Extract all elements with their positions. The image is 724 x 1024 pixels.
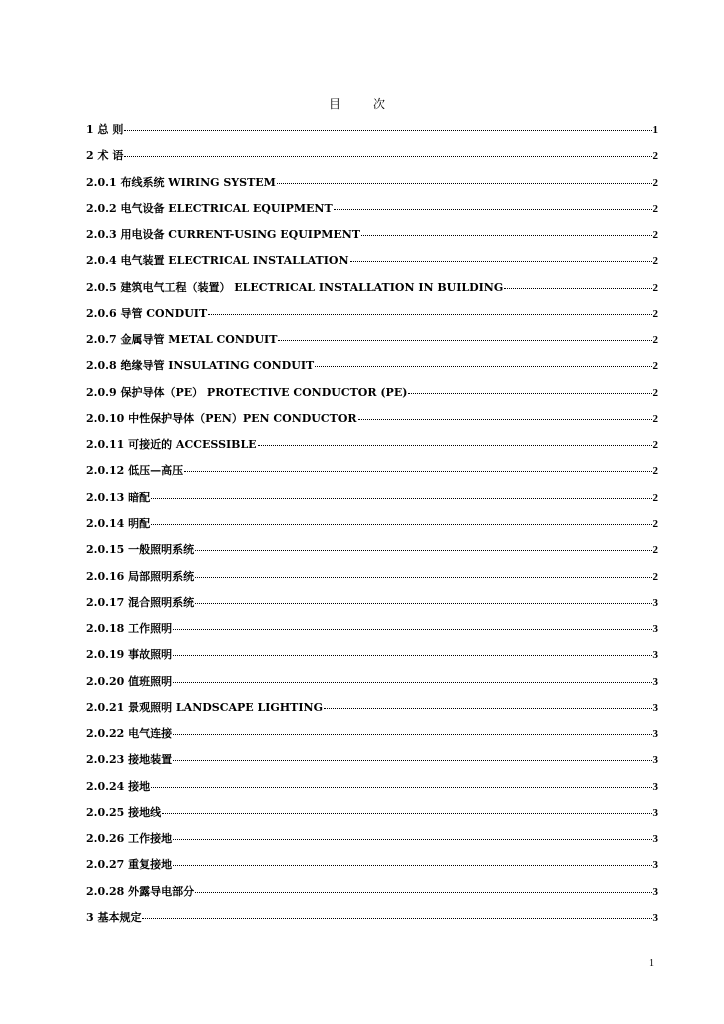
toc-entry-label: 2.0.16 局部照明系统 — [86, 569, 195, 583]
toc-entry-label: 2.0.14 明配 — [86, 516, 151, 530]
toc-leader-dots — [195, 603, 651, 604]
toc-list — [86, 121, 658, 935]
toc-entry-label: 2.0.2 电气设备 ELECTRICAL EQUIPMENT — [86, 201, 333, 215]
toc-entry-label: 2.0.8 绝缘导管 INSULATING CONDUIT — [86, 359, 315, 373]
toc-entry[interactable] — [86, 646, 658, 672]
toc-entry-label: 2.0.10 中性保护导体（PEN）PEN CONDUCTOR — [86, 411, 357, 425]
toc-entry[interactable] — [86, 147, 658, 173]
toc-leader-dots — [315, 366, 651, 367]
toc-entry-page: 2 — [652, 360, 658, 373]
toc-leader-dots — [173, 839, 651, 840]
toc-leader-dots — [334, 209, 652, 210]
toc-leader-dots — [124, 156, 651, 157]
toc-entry[interactable] — [86, 384, 658, 410]
toc-entry[interactable] — [86, 252, 658, 278]
toc-leader-dots — [173, 760, 651, 761]
toc-title: 目 次 — [328, 97, 395, 111]
toc-entry-label: 2.0.6 导管 CONDUIT — [86, 306, 208, 320]
toc-entry-label: 2.0.25 接地线 — [86, 805, 162, 819]
toc-entry[interactable] — [86, 226, 658, 252]
toc-entry-label: 2.0.17 混合照明系统 — [86, 595, 195, 609]
toc-entry-label: 2.0.21 景观照明 LANDSCAPE LIGHTING — [86, 700, 323, 714]
toc-entry-page: 3 — [652, 859, 658, 872]
toc-entry-label: 2.0.13 暗配 — [86, 490, 151, 504]
toc-leader-dots — [173, 734, 651, 735]
toc-entry-page: 3 — [652, 649, 658, 662]
toc-leader-dots — [173, 865, 651, 866]
toc-entry[interactable] — [86, 804, 658, 830]
toc-entry-page: 2 — [652, 334, 658, 347]
toc-entry[interactable] — [86, 673, 658, 699]
toc-entry-label: 2 术 语 — [86, 149, 124, 163]
toc-entry[interactable] — [86, 856, 658, 882]
toc-entry[interactable] — [86, 725, 658, 751]
toc-entry[interactable] — [86, 909, 658, 935]
toc-entry-page: 3 — [652, 623, 658, 636]
toc-entry-page: 3 — [652, 833, 658, 846]
toc-entry-label: 2.0.11 可接近的 ACCESSIBLE — [86, 438, 257, 452]
toc-entry-label: 2.0.24 接地 — [86, 779, 151, 793]
toc-entry-label: 2.0.22 电气连接 — [86, 727, 173, 741]
toc-leader-dots — [195, 550, 651, 551]
toc-entry-page: 2 — [652, 176, 658, 189]
toc-entry-page: 2 — [652, 307, 658, 320]
toc-entry-page: 2 — [652, 202, 658, 215]
toc-entry-page: 3 — [652, 911, 658, 924]
toc-entry[interactable] — [86, 200, 658, 226]
toc-leader-dots — [173, 629, 651, 630]
toc-entry-label: 2.0.26 工作接地 — [86, 832, 173, 846]
toc-entry-page: 3 — [652, 701, 658, 714]
toc-entry-page: 3 — [652, 754, 658, 767]
toc-leader-dots — [504, 288, 651, 289]
toc-entry[interactable] — [86, 541, 658, 567]
toc-entry-page: 2 — [652, 412, 658, 425]
toc-entry-page: 3 — [652, 728, 658, 741]
toc-entry-label: 1 总 则 — [86, 123, 124, 136]
toc-entry[interactable] — [86, 410, 658, 436]
toc-entry-page: 3 — [652, 885, 658, 898]
toc-entry[interactable] — [86, 331, 658, 357]
toc-entry-label: 3 基本规定 — [86, 910, 142, 924]
toc-entry-page: 2 — [652, 491, 658, 504]
toc-entry[interactable] — [86, 279, 658, 305]
toc-entry[interactable] — [86, 121, 658, 147]
toc-entry-page: 3 — [652, 806, 658, 819]
toc-entry-page: 2 — [652, 150, 658, 163]
toc-entry-label: 2.0.12 低压—高压 — [86, 464, 184, 478]
toc-entry-label: 2.0.27 重复接地 — [86, 858, 173, 872]
toc-leader-dots — [173, 682, 651, 683]
toc-entry-page: 3 — [652, 780, 658, 793]
toc-leader-dots — [151, 498, 651, 499]
toc-entry-page: 2 — [652, 439, 658, 452]
toc-entry-page: 2 — [652, 386, 658, 399]
toc-entry-label: 2.0.7 金属导管 METAL CONDUIT — [86, 333, 278, 347]
page-number: 1 — [649, 958, 654, 969]
toc-entry-page: 2 — [652, 544, 658, 557]
toc-entry-page: 2 — [652, 570, 658, 583]
toc-leader-dots — [124, 130, 651, 131]
toc-leader-dots — [278, 340, 651, 341]
toc-entry-label: 2.0.20 值班照明 — [86, 674, 173, 688]
toc-leader-dots — [151, 524, 651, 525]
toc-entry[interactable] — [86, 515, 658, 541]
toc-entry[interactable] — [86, 751, 658, 777]
toc-entry-label: 2.0.5 建筑电气工程（装置） ELECTRICAL INSTALLATION IN BUILDING — [86, 280, 504, 294]
toc-entry-label: 2.0.1 布线系统 WIRING SYSTEM — [86, 175, 276, 189]
toc-leader-dots — [142, 918, 651, 919]
toc-entry[interactable] — [86, 489, 658, 515]
toc-leader-dots — [195, 892, 651, 893]
toc-entry-label: 2.0.18 工作照明 — [86, 622, 173, 636]
toc-entry-label: 2.0.28 外露导电部分 — [86, 884, 195, 898]
toc-leader-dots — [324, 708, 652, 709]
toc-entry-page: 3 — [652, 596, 658, 609]
toc-entry[interactable] — [86, 699, 658, 725]
toc-leader-dots — [258, 445, 652, 446]
toc-entry-page: 2 — [652, 229, 658, 242]
toc-entry[interactable] — [86, 462, 658, 488]
toc-entry[interactable] — [86, 436, 658, 462]
toc-leader-dots — [408, 393, 651, 394]
toc-entry-label: 2.0.9 保护导体（PE） PROTECTIVE CONDUCTOR (PE) — [86, 385, 408, 399]
toc-leader-dots — [184, 471, 651, 472]
toc-entry-page: 2 — [652, 255, 658, 268]
toc-leader-dots — [173, 655, 651, 656]
toc-entry-page: 2 — [652, 517, 658, 530]
toc-entry-page: 2 — [652, 465, 658, 478]
toc-entry[interactable] — [86, 778, 658, 804]
toc-entry-page: 3 — [652, 675, 658, 688]
toc-leader-dots — [208, 314, 651, 315]
toc-leader-dots — [361, 235, 651, 236]
toc-entry[interactable] — [86, 305, 658, 331]
toc-entry-label: 2.0.19 事故照明 — [86, 648, 173, 662]
toc-entry[interactable] — [86, 830, 658, 856]
toc-leader-dots — [162, 813, 651, 814]
toc-leader-dots — [350, 261, 652, 262]
toc-entry[interactable] — [86, 594, 658, 620]
toc-entry-label: 2.0.3 用电设备 CURRENT-USING EQUIPMENT — [86, 228, 361, 242]
toc-entry[interactable] — [86, 174, 658, 200]
toc-entry-page: 1 — [652, 124, 658, 136]
toc-leader-dots — [277, 183, 652, 184]
toc-leader-dots — [358, 419, 652, 420]
toc-leader-dots — [195, 577, 651, 578]
toc-entry[interactable] — [86, 620, 658, 646]
toc-entry-label: 2.0.15 一般照明系统 — [86, 543, 195, 557]
toc-entry[interactable] — [86, 568, 658, 594]
toc-leader-dots — [151, 787, 651, 788]
toc-entry[interactable] — [86, 883, 658, 909]
toc-entry-label: 2.0.23 接地装置 — [86, 753, 173, 767]
toc-entry[interactable] — [86, 357, 658, 383]
toc-entry-page: 2 — [652, 281, 658, 294]
toc-entry-label: 2.0.4 电气装置 ELECTRICAL INSTALLATION — [86, 254, 349, 268]
